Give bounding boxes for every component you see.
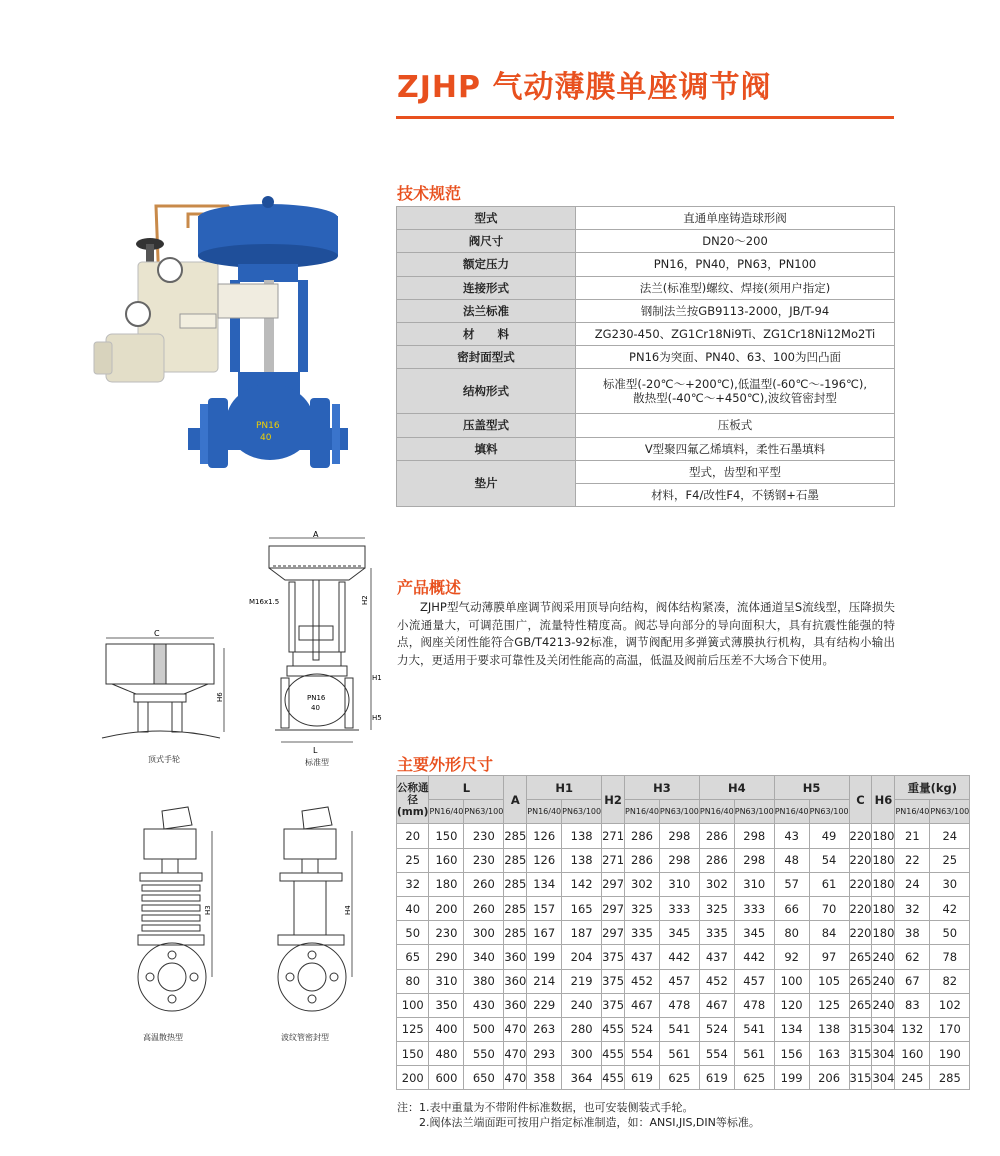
- table-row: [397, 414, 895, 437]
- table-cell: 132: [895, 1017, 930, 1041]
- table-cell: 333: [659, 896, 699, 920]
- table-cell: 150: [429, 824, 464, 848]
- table-cell: 541: [659, 1017, 699, 1041]
- table-cell: 470: [504, 1017, 527, 1041]
- subheader-pn-a: PN16/40: [895, 800, 930, 824]
- table-cell: 285: [930, 1066, 970, 1090]
- table-cell: 138: [809, 1017, 849, 1041]
- table-cell: 67: [895, 969, 930, 993]
- col-header-l: L: [429, 776, 504, 800]
- spec-value: 压板式: [576, 414, 895, 437]
- overview-text-block: [397, 599, 895, 669]
- table-cell: 70: [809, 896, 849, 920]
- table-cell: 310: [734, 872, 774, 896]
- standard-type-drawing: [249, 530, 385, 760]
- table-cell: 32: [895, 896, 930, 920]
- table-cell: 40: [397, 896, 429, 920]
- spec-label: 连接形式: [397, 276, 576, 299]
- subheader-pn-b: PN63/100: [734, 800, 774, 824]
- table-cell: 138: [562, 824, 602, 848]
- table-row: [397, 276, 895, 299]
- table-cell: 455: [602, 1017, 625, 1041]
- table-cell: 102: [930, 993, 970, 1017]
- table-row: [397, 437, 895, 460]
- spec-label: 填料: [397, 437, 576, 460]
- table-cell: 180: [872, 896, 895, 920]
- table-cell: 220: [849, 872, 872, 896]
- dimensions-section-title: 主要外形尺寸: [397, 755, 494, 774]
- table-cell: 80: [774, 921, 809, 945]
- table-cell: 100: [397, 993, 429, 1017]
- table-cell: 298: [659, 848, 699, 872]
- table-cell: 50: [397, 921, 429, 945]
- table-cell: 84: [809, 921, 849, 945]
- table-cell: 271: [602, 824, 625, 848]
- table-cell: 105: [809, 969, 849, 993]
- table-cell: 286: [699, 848, 734, 872]
- table-cell: 199: [774, 1066, 809, 1090]
- table-cell: 442: [659, 945, 699, 969]
- table-cell: 333: [734, 896, 774, 920]
- table-cell: 22: [895, 848, 930, 872]
- spec-value: [576, 369, 895, 414]
- table-cell: 134: [774, 1017, 809, 1041]
- table-row: [397, 369, 895, 414]
- table-row: [397, 322, 895, 345]
- dim-label-h4: H4: [344, 905, 352, 915]
- table-cell: 200: [397, 1066, 429, 1090]
- spec-value: 法兰(标准型)螺纹、焊接(须用户指定): [576, 276, 895, 299]
- table-row: [397, 299, 895, 322]
- table-cell: 285: [504, 872, 527, 896]
- table-cell: 125: [809, 993, 849, 1017]
- table-row: [397, 993, 970, 1017]
- table-cell: 50: [930, 921, 970, 945]
- dimensions-table: [396, 775, 970, 1090]
- spec-label: 阀尺寸: [397, 230, 576, 253]
- table-row: [397, 1017, 970, 1041]
- table-cell: 286: [625, 848, 660, 872]
- table-cell: 265: [849, 993, 872, 1017]
- table-cell: 214: [527, 969, 562, 993]
- table-cell: 260: [464, 896, 504, 920]
- table-cell: 554: [625, 1042, 660, 1066]
- top-handwheel-drawing: [98, 628, 238, 750]
- table-cell: 170: [930, 1017, 970, 1041]
- table-cell: 240: [872, 945, 895, 969]
- table-cell: 300: [562, 1042, 602, 1066]
- table-cell: 345: [659, 921, 699, 945]
- subheader-pn-a: PN16/40: [774, 800, 809, 824]
- spec-label: 型式: [397, 207, 576, 230]
- table-cell: 364: [562, 1066, 602, 1090]
- table-cell: 298: [734, 824, 774, 848]
- table-cell: 80: [397, 969, 429, 993]
- spec-value-line: 标准型(-20℃～+200℃),低温型(-60℃～-196℃),: [602, 377, 868, 392]
- table-cell: 298: [659, 824, 699, 848]
- table-cell: 240: [872, 969, 895, 993]
- table-cell: 163: [809, 1042, 849, 1066]
- table-cell: 263: [527, 1017, 562, 1041]
- table-cell: 600: [429, 1066, 464, 1090]
- table-cell: 220: [849, 848, 872, 872]
- table-cell: 180: [872, 824, 895, 848]
- spec-label: 结构形式: [397, 369, 576, 414]
- table-cell: 142: [562, 872, 602, 896]
- col-header-h4: H4: [699, 776, 774, 800]
- spec-label: 垫片: [397, 460, 576, 506]
- table-cell: 286: [699, 824, 734, 848]
- table-cell: 120: [774, 993, 809, 1017]
- table-cell: 360: [504, 945, 527, 969]
- table-cell: 240: [562, 993, 602, 1017]
- table-cell: 230: [429, 921, 464, 945]
- table-cell: 61: [809, 872, 849, 896]
- table-cell: 204: [562, 945, 602, 969]
- table-cell: 180: [872, 921, 895, 945]
- table-cell: 97: [809, 945, 849, 969]
- table-cell: 138: [562, 848, 602, 872]
- table-cell: 290: [429, 945, 464, 969]
- table-cell: 199: [527, 945, 562, 969]
- table-cell: 24: [895, 872, 930, 896]
- table-cell: 360: [504, 993, 527, 1017]
- table-cell: 297: [602, 872, 625, 896]
- table-cell: 42: [930, 896, 970, 920]
- table-cell: 230: [464, 824, 504, 848]
- table-cell: 315: [849, 1042, 872, 1066]
- table-cell: 480: [429, 1042, 464, 1066]
- table-cell: 265: [849, 969, 872, 993]
- table-cell: 478: [734, 993, 774, 1017]
- table-cell: 625: [659, 1066, 699, 1090]
- table-cell: 280: [562, 1017, 602, 1041]
- table-cell: 286: [625, 824, 660, 848]
- dim-label-h1: H1: [372, 674, 382, 682]
- overview-section-title: 产品概述: [397, 578, 462, 597]
- subheader-pn-b: PN63/100: [930, 800, 970, 824]
- table-cell: 345: [734, 921, 774, 945]
- table-cell: 260: [464, 872, 504, 896]
- dim-label-pn16: PN16: [307, 694, 326, 702]
- table-cell: 375: [602, 969, 625, 993]
- table-cell: 325: [699, 896, 734, 920]
- table-row: [397, 824, 970, 848]
- table-cell: 30: [930, 872, 970, 896]
- table-cell: 265: [849, 945, 872, 969]
- note-line-2: 2.阀体法兰端面距可按用户指定标准制造，如：ANSI,JIS,DIN等标准。: [419, 1116, 760, 1129]
- table-cell: 82: [930, 969, 970, 993]
- high-temp-drawing: [118, 805, 228, 1025]
- dim-label-m16: M16x1.5: [249, 598, 280, 606]
- dim-label-h5: H5: [372, 714, 382, 722]
- title-divider: [396, 116, 894, 119]
- table-cell: 285: [504, 824, 527, 848]
- table-cell: 180: [429, 872, 464, 896]
- table-cell: 619: [625, 1066, 660, 1090]
- table-cell: 206: [809, 1066, 849, 1090]
- table-cell: 335: [699, 921, 734, 945]
- table-cell: 452: [625, 969, 660, 993]
- col-header-h5: H5: [774, 776, 849, 800]
- table-cell: 125: [397, 1017, 429, 1041]
- table-cell: 24: [930, 824, 970, 848]
- table-cell: 457: [734, 969, 774, 993]
- col-header-c: C: [849, 776, 872, 824]
- top-handwheel-caption: 顶式手轮: [148, 755, 180, 764]
- table-cell: 165: [562, 896, 602, 920]
- table-cell: 38: [895, 921, 930, 945]
- spec-value-line: 散热型(-40℃～+450℃),波纹管密封型: [633, 391, 837, 406]
- standard-type-caption: 标准型: [305, 758, 329, 767]
- subheader-pn-a: PN16/40: [699, 800, 734, 824]
- table-cell: 25: [930, 848, 970, 872]
- table-cell: 437: [699, 945, 734, 969]
- bellows-caption: 波纹管密封型: [281, 1033, 329, 1042]
- table-row: [397, 230, 895, 253]
- table-cell: 304: [872, 1066, 895, 1090]
- col-header-h1: H1: [527, 776, 602, 800]
- table-cell: 457: [659, 969, 699, 993]
- table-cell: 65: [397, 945, 429, 969]
- table-row: [397, 945, 970, 969]
- col-header-weight: 重量(kg): [895, 776, 970, 800]
- subheader-pn-b: PN63/100: [562, 800, 602, 824]
- table-cell: 220: [849, 896, 872, 920]
- high-temp-caption: 高温散热型: [143, 1033, 183, 1042]
- table-cell: 625: [734, 1066, 774, 1090]
- spec-label: 压盖型式: [397, 414, 576, 437]
- table-cell: 57: [774, 872, 809, 896]
- table-cell: 100: [774, 969, 809, 993]
- table-cell: 219: [562, 969, 602, 993]
- dim-label-l: L: [313, 746, 318, 755]
- dim-label-h6: H6: [216, 692, 224, 702]
- table-cell: 375: [602, 945, 625, 969]
- table-cell: 21: [895, 824, 930, 848]
- table-cell: 437: [625, 945, 660, 969]
- note-line-1: 注：1.表中重量为不带附件标准数据，也可安装侧装式手轮。: [397, 1101, 694, 1114]
- table-cell: 554: [699, 1042, 734, 1066]
- table-cell: 650: [464, 1066, 504, 1090]
- table-row: [397, 253, 895, 276]
- notes: [397, 1100, 897, 1130]
- table-cell: 430: [464, 993, 504, 1017]
- table-cell: 302: [625, 872, 660, 896]
- table-cell: 187: [562, 921, 602, 945]
- col-header-h6: H6: [872, 776, 895, 824]
- table-cell: 285: [504, 848, 527, 872]
- table-cell: 245: [895, 1066, 930, 1090]
- table-cell: 561: [659, 1042, 699, 1066]
- subheader-pn-a: PN16/40: [527, 800, 562, 824]
- table-cell: 478: [659, 993, 699, 1017]
- table-cell: 524: [699, 1017, 734, 1041]
- spec-value: DN20～200: [576, 230, 895, 253]
- table-cell: 298: [734, 848, 774, 872]
- table-cell: 32: [397, 872, 429, 896]
- svg-text:PN16: PN16: [256, 421, 280, 431]
- table-cell: 358: [527, 1066, 562, 1090]
- subheader-pn-a: PN16/40: [429, 800, 464, 824]
- table-cell: 375: [602, 993, 625, 1017]
- table-cell: 360: [504, 969, 527, 993]
- table-cell: 54: [809, 848, 849, 872]
- svg-text:40: 40: [260, 433, 272, 443]
- table-row: [397, 1066, 970, 1090]
- table-cell: 310: [659, 872, 699, 896]
- specs-table: [396, 206, 895, 507]
- table-row: [397, 207, 895, 230]
- table-cell: 302: [699, 872, 734, 896]
- table-cell: 470: [504, 1066, 527, 1090]
- table-cell: 297: [602, 896, 625, 920]
- subheader-pn-b: PN63/100: [659, 800, 699, 824]
- table-cell: 300: [464, 921, 504, 945]
- spec-label: 材 料: [397, 322, 576, 345]
- table-cell: 190: [930, 1042, 970, 1066]
- table-cell: 78: [930, 945, 970, 969]
- table-cell: 229: [527, 993, 562, 1017]
- table-cell: 92: [774, 945, 809, 969]
- table-cell: 467: [625, 993, 660, 1017]
- table-cell: 160: [429, 848, 464, 872]
- table-cell: 561: [734, 1042, 774, 1066]
- table-cell: 350: [429, 993, 464, 1017]
- spec-label: 法兰标准: [397, 299, 576, 322]
- subheader-pn-b: PN63/100: [809, 800, 849, 824]
- table-cell: 467: [699, 993, 734, 1017]
- table-cell: 180: [872, 872, 895, 896]
- table-cell: 48: [774, 848, 809, 872]
- table-header-row: [397, 776, 970, 800]
- table-cell: 315: [849, 1066, 872, 1090]
- table-row: [397, 1042, 970, 1066]
- table-cell: 160: [895, 1042, 930, 1066]
- table-cell: 62: [895, 945, 930, 969]
- table-cell: 220: [849, 824, 872, 848]
- table-cell: 230: [464, 848, 504, 872]
- table-cell: 271: [602, 848, 625, 872]
- table-cell: 83: [895, 993, 930, 1017]
- table-row: [397, 896, 970, 920]
- table-row: [397, 969, 970, 993]
- table-cell: 325: [625, 896, 660, 920]
- table-cell: 20: [397, 824, 429, 848]
- table-cell: 220: [849, 921, 872, 945]
- subheader-pn-a: PN16/40: [625, 800, 660, 824]
- overview-paragraph: ZJHP型气动薄膜单座调节阀采用顶导向结构，阀体结构紧凑，流体通道呈S流线型，压降损失小流通量大，可调范围广，流量特性精度高。阀芯导向部分的导向面积大，具有抗震性能强的特点，阀座关闭性能符合GB/T4213-92标准，调节阀配用多弹簧式薄膜执行机构，具有结构小输出力大，更适用于要求可靠性及关闭性能高的高温，低温及阀前后压差不大场合下使用。: [397, 600, 895, 667]
- spec-value: PN16为突面、PN40、63、100为凹凸面: [576, 346, 895, 369]
- table-cell: 167: [527, 921, 562, 945]
- col-header-h3: H3: [625, 776, 700, 800]
- page-title: ZJHP 气动薄膜单座调节阀: [397, 70, 772, 105]
- valve-product-image: [88, 192, 388, 482]
- table-row: [397, 460, 895, 483]
- table-cell: 452: [699, 969, 734, 993]
- table-cell: 335: [625, 921, 660, 945]
- table-cell: 49: [809, 824, 849, 848]
- table-cell: 134: [527, 872, 562, 896]
- spec-value: V型聚四氟乙烯填料，柔性石墨填料: [576, 437, 895, 460]
- dim-label-a: A: [313, 530, 319, 539]
- table-cell: 304: [872, 1042, 895, 1066]
- bellows-drawing: [258, 805, 368, 1025]
- table-cell: 455: [602, 1042, 625, 1066]
- dimensions-table-body: [397, 824, 970, 1090]
- table-cell: 400: [429, 1017, 464, 1041]
- table-row: [397, 848, 970, 872]
- table-cell: 126: [527, 848, 562, 872]
- table-cell: 43: [774, 824, 809, 848]
- table-cell: 150: [397, 1042, 429, 1066]
- table-cell: 541: [734, 1017, 774, 1041]
- table-cell: 524: [625, 1017, 660, 1041]
- table-cell: 157: [527, 896, 562, 920]
- dim-label-c: C: [154, 629, 160, 638]
- spec-value: 直通单座铸造球形阀: [576, 207, 895, 230]
- table-cell: 200: [429, 896, 464, 920]
- table-cell: 315: [849, 1017, 872, 1041]
- table-cell: 180: [872, 848, 895, 872]
- table-cell: 304: [872, 1017, 895, 1041]
- table-row: [397, 872, 970, 896]
- table-row: [397, 921, 970, 945]
- table-cell: 310: [429, 969, 464, 993]
- table-cell: 380: [464, 969, 504, 993]
- table-cell: 240: [872, 993, 895, 1017]
- spec-label: 密封面型式: [397, 346, 576, 369]
- table-row: [397, 346, 895, 369]
- spec-value: 材料，F4/改性F4，不锈钢+石墨: [576, 483, 895, 506]
- table-cell: 293: [527, 1042, 562, 1066]
- table-cell: 25: [397, 848, 429, 872]
- spec-value: 型式，齿型和平型: [576, 460, 895, 483]
- table-cell: 340: [464, 945, 504, 969]
- table-cell: 455: [602, 1066, 625, 1090]
- table-cell: 285: [504, 896, 527, 920]
- col-header-h2: H2: [602, 776, 625, 824]
- col-header-a: A: [504, 776, 527, 824]
- dim-label-h3: H3: [204, 905, 212, 915]
- table-cell: 156: [774, 1042, 809, 1066]
- specs-section-title: 技术规范: [397, 184, 462, 203]
- table-cell: 619: [699, 1066, 734, 1090]
- col-header-nominal: 公称通径(mm): [397, 776, 429, 824]
- table-cell: 126: [527, 824, 562, 848]
- table-cell: 442: [734, 945, 774, 969]
- spec-value: 钢制法兰按GB9113-2000，JB/T-94: [576, 299, 895, 322]
- dim-label-40: 40: [311, 704, 320, 712]
- table-cell: 285: [504, 921, 527, 945]
- spec-value: ZG230-450、ZG1Cr18Ni9Ti、ZG1Cr18Ni12Mo2Ti: [576, 322, 895, 345]
- table-cell: 66: [774, 896, 809, 920]
- spec-value: PN16，PN40，PN63，PN100: [576, 253, 895, 276]
- spec-label: 额定压力: [397, 253, 576, 276]
- table-cell: 550: [464, 1042, 504, 1066]
- table-cell: 470: [504, 1042, 527, 1066]
- dim-label-h2: H2: [361, 595, 369, 605]
- table-cell: 500: [464, 1017, 504, 1041]
- table-cell: 297: [602, 921, 625, 945]
- subheader-pn-b: PN63/100: [464, 800, 504, 824]
